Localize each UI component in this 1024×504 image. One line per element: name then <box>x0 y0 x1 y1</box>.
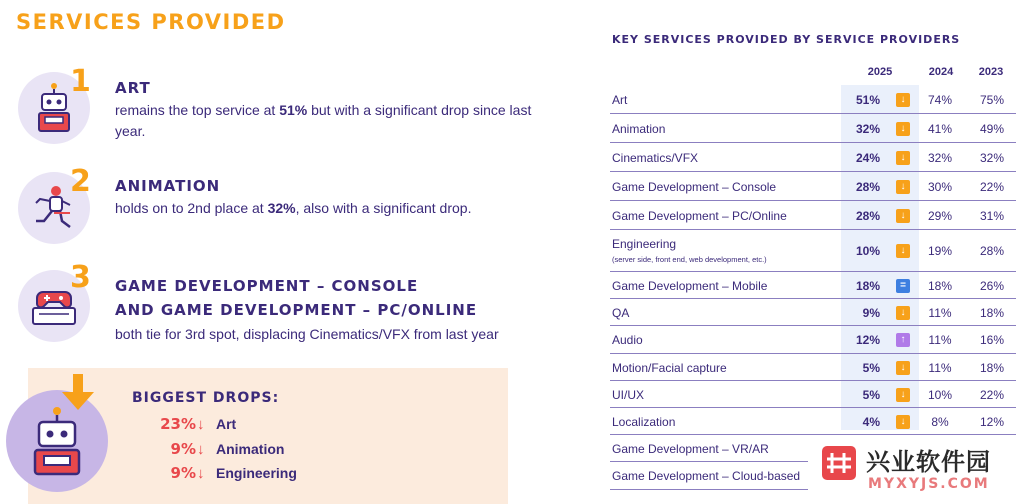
value-2025: 10% <box>855 244 880 258</box>
table-row <box>610 299 1016 326</box>
service-label: Motion/Facial capture <box>612 361 727 375</box>
trend-down-icon: ↓ <box>896 361 910 375</box>
drop-item <box>132 462 297 484</box>
service-label: Audio <box>612 333 643 347</box>
page-title: SERVICES PROVIDED <box>16 10 286 34</box>
value-2023: 18% <box>979 361 1005 375</box>
table-row <box>610 354 1016 381</box>
value-2025: 4% <box>862 415 880 429</box>
robot-icon <box>34 82 74 134</box>
watermark-logo-icon <box>822 446 856 480</box>
trend-down-icon: ↓ <box>896 122 910 136</box>
service-label: Engineering <box>612 237 677 251</box>
value-2025: 28% <box>855 180 880 194</box>
value-2024: 41% <box>927 122 953 136</box>
value-2025: 24% <box>855 151 880 165</box>
value-2024: 8% <box>931 415 949 429</box>
service-sublabel: (server side, front end, web development, etc.) <box>612 255 767 264</box>
rank-description: holds on to 2nd place at 32%, also with a significant drop. <box>115 200 472 216</box>
value-2023: 16% <box>979 333 1005 347</box>
watermark-text: 兴业软件园 <box>866 448 991 476</box>
drop-label: Animation <box>216 441 285 457</box>
rank-heading: ANIMATION <box>115 177 221 195</box>
drop-percent: 23% <box>160 415 196 433</box>
value-2025: 18% <box>855 279 880 293</box>
value-2025: 32% <box>855 122 880 136</box>
value-2023: 12% <box>979 415 1005 429</box>
table-row <box>610 143 1016 172</box>
table-row <box>610 172 1016 201</box>
value-2024: 30% <box>927 180 953 194</box>
watermark <box>818 438 1024 504</box>
table-row <box>610 326 1016 354</box>
service-label: Animation <box>612 122 666 136</box>
value-2024: 32% <box>927 151 953 165</box>
value-2025: 5% <box>862 361 880 375</box>
biggest-drops-title: BIGGEST DROPS: <box>132 390 280 406</box>
trend-down-icon: ↓ <box>896 93 910 107</box>
value-2023: 18% <box>979 306 1005 320</box>
value-2025: 51% <box>855 93 880 107</box>
value-2023: 26% <box>979 279 1005 293</box>
trend-up-icon: ↑ <box>896 333 910 347</box>
value-2025: 9% <box>862 306 880 320</box>
value-2024: 19% <box>927 244 953 258</box>
table-row <box>610 381 1016 408</box>
table-row <box>610 272 1016 299</box>
value-2024: 29% <box>927 209 953 223</box>
rank-number: 2 <box>70 164 91 199</box>
rank-heading: GAME DEVELOPMENT – CONSOLE <box>115 277 419 295</box>
service-label: QA <box>612 306 630 320</box>
drop-percent: 9% <box>170 440 196 458</box>
drop-arrow-icon: ↓ <box>197 440 205 458</box>
trend-down-icon: ↓ <box>896 388 910 402</box>
drop-arrow-icon: ↓ <box>197 415 205 433</box>
value-2023: 49% <box>979 122 1005 136</box>
down-arrow-icon <box>62 374 94 410</box>
rank-item-animation <box>18 164 578 252</box>
rank-description: remains the top service at 51% but with a significant drop since last year. <box>115 102 532 139</box>
service-label: Art <box>612 93 628 107</box>
service-label: Game Development – PC/Online <box>612 209 787 223</box>
rank-heading: ART <box>115 79 151 97</box>
value-2025: 12% <box>855 333 880 347</box>
robot-icon <box>27 406 87 476</box>
table-row <box>610 462 808 490</box>
rank-item-game-development <box>18 260 578 358</box>
service-label: Game Development – Cloud-based <box>612 469 801 483</box>
trend-down-icon: ↓ <box>896 151 910 165</box>
value-2025: 5% <box>862 388 880 402</box>
table-row <box>610 201 1016 230</box>
trend-down-icon: ↓ <box>896 244 910 258</box>
column-header-2024: 2024 <box>928 66 954 78</box>
value-2024: 10% <box>927 388 953 402</box>
trend-down-icon: ↓ <box>896 306 910 320</box>
value-2024: 11% <box>928 361 952 375</box>
table-title: KEY SERVICES PROVIDED BY SERVICE PROVIDERS <box>612 33 961 46</box>
service-label: Localization <box>612 415 676 429</box>
trend-same-icon: = <box>896 279 910 293</box>
drop-item <box>132 438 284 460</box>
value-2023: 75% <box>979 93 1005 107</box>
trend-down-icon: ↓ <box>896 209 910 223</box>
rank-item-art <box>18 64 578 152</box>
rank-description: both tie for 3rd spot, displacing Cinematics/VFX from last year <box>115 326 499 342</box>
rank-heading-line2: AND GAME DEVELOPMENT – PC/ONLINE <box>115 301 478 319</box>
drop-label: Art <box>216 416 237 432</box>
rank-number: 3 <box>70 260 91 295</box>
service-label: Game Development – Mobile <box>612 279 768 293</box>
drop-arrow-icon: ↓ <box>197 464 205 482</box>
table-row <box>610 114 1016 143</box>
value-2024: 11% <box>928 306 952 320</box>
trend-down-icon: ↓ <box>896 180 910 194</box>
service-label: Cinematics/VFX <box>612 151 699 165</box>
value-2023: 32% <box>979 151 1005 165</box>
rank-number: 1 <box>70 64 91 99</box>
service-label: Game Development – Console <box>612 180 777 194</box>
value-2025: 28% <box>855 209 880 223</box>
value-2023: 31% <box>979 209 1005 223</box>
trend-down-icon: ↓ <box>896 415 910 429</box>
drop-percent: 9% <box>170 464 196 482</box>
value-2023: 22% <box>979 180 1005 194</box>
table-row <box>610 408 1016 435</box>
column-header-2023: 2023 <box>978 66 1004 78</box>
service-label: UI/UX <box>612 388 645 402</box>
drop-item <box>132 413 236 435</box>
service-label: Game Development – VR/AR <box>612 442 769 456</box>
value-2023: 22% <box>979 388 1005 402</box>
value-2023: 28% <box>979 244 1005 258</box>
drop-label: Engineering <box>216 465 297 481</box>
value-2024: 74% <box>927 93 953 107</box>
value-2024: 18% <box>927 279 953 293</box>
watermark-url: MYXYJS.COM <box>868 476 990 492</box>
column-header-2025: 2025 <box>867 66 893 78</box>
value-2024: 11% <box>928 333 952 347</box>
table-row <box>610 85 1016 114</box>
table-row <box>610 435 808 462</box>
table-row <box>610 230 1016 272</box>
